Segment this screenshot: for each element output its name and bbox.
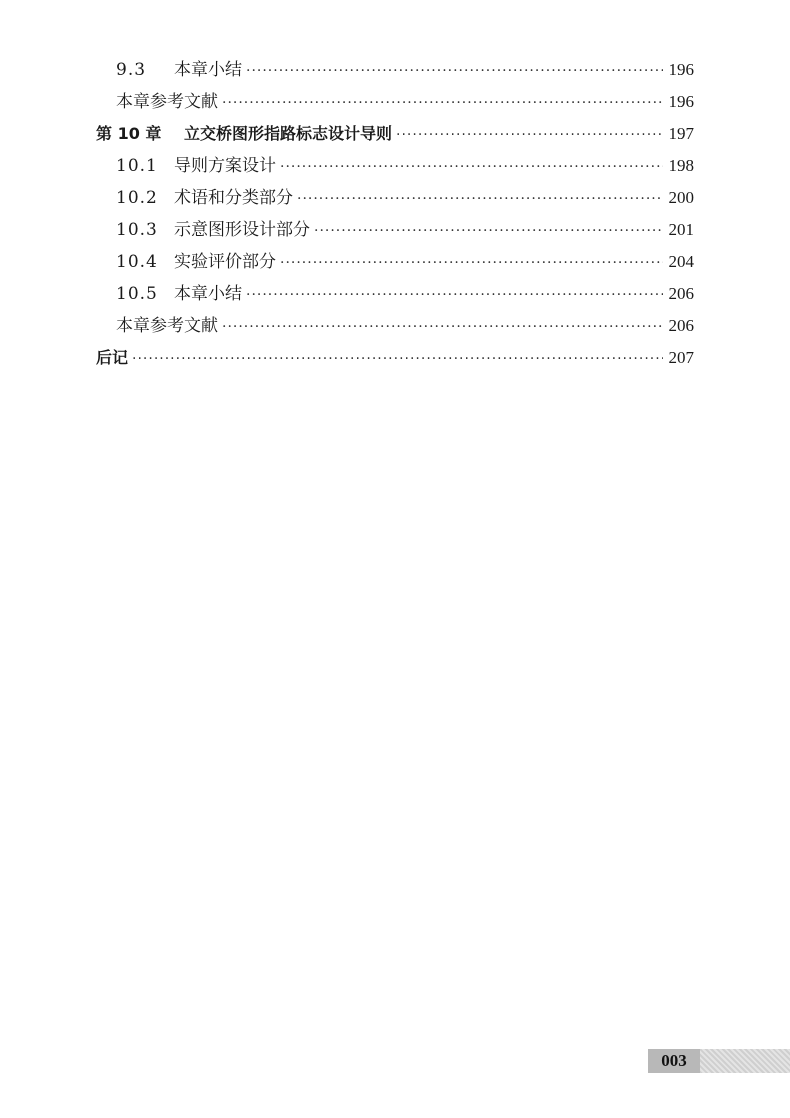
toc-entry-page: 206 bbox=[668, 284, 694, 303]
dot-leader bbox=[280, 151, 663, 183]
dot-leader bbox=[222, 311, 663, 343]
dot-leader bbox=[280, 247, 663, 279]
dot-leader bbox=[132, 343, 662, 375]
toc-entry-page: 196 bbox=[668, 60, 694, 79]
toc-entry-title: 实验评价部分 bbox=[174, 252, 276, 272]
toc-entry-title: 术语和分类部分 bbox=[174, 188, 293, 208]
toc-entry-title: 示意图形设计部分 bbox=[174, 220, 310, 240]
toc-chapter-number: 第 10 章 bbox=[96, 124, 162, 143]
dot-leader bbox=[222, 87, 663, 119]
dot-leader bbox=[314, 215, 663, 247]
page-number: 003 bbox=[648, 1049, 700, 1073]
toc-entry-page: 206 bbox=[668, 316, 694, 335]
dot-leader bbox=[246, 55, 663, 87]
page-number-decoration bbox=[700, 1049, 790, 1073]
toc-entry-title: 本章小结 bbox=[174, 284, 242, 304]
dot-leader bbox=[396, 119, 662, 151]
toc-entry-title: 本章参考文献 bbox=[116, 92, 218, 112]
toc-entry-number: 10.4 bbox=[116, 252, 158, 272]
toc-entry-10-2[interactable] bbox=[96, 182, 694, 214]
toc-entry-page: 207 bbox=[668, 348, 694, 367]
toc-entry-page: 197 bbox=[668, 124, 694, 143]
toc-entry-10-5[interactable] bbox=[96, 278, 694, 310]
toc-entry-afterword[interactable] bbox=[96, 342, 694, 374]
toc-entry-10-3[interactable] bbox=[96, 214, 694, 246]
toc-entry-title: 本章参考文献 bbox=[116, 316, 218, 336]
dot-leader bbox=[297, 183, 663, 215]
toc-entry-references-ch9[interactable] bbox=[96, 86, 694, 118]
toc-entry-page: 196 bbox=[668, 92, 694, 111]
toc-entry-references-ch10[interactable] bbox=[96, 310, 694, 342]
toc-entry-page: 201 bbox=[668, 220, 694, 239]
toc-entry-page: 200 bbox=[668, 188, 694, 207]
toc-entry-9-3[interactable] bbox=[96, 54, 694, 86]
toc-entry-title: 后记 bbox=[96, 348, 129, 367]
toc-entry-number: 10.5 bbox=[116, 284, 158, 304]
toc-entry-page: 198 bbox=[668, 156, 694, 175]
toc-entry-title: 本章小结 bbox=[174, 60, 242, 80]
toc-entry-number: 9.3 bbox=[116, 60, 147, 80]
toc-chapter-title: 立交桥图形指路标志设计导则 bbox=[184, 124, 393, 143]
toc-entry-title: 导则方案设计 bbox=[174, 156, 276, 176]
toc-entry-number: 10.3 bbox=[116, 220, 158, 240]
toc-entry-10-4[interactable] bbox=[96, 246, 694, 278]
toc-entry-10-1[interactable] bbox=[96, 150, 694, 182]
toc-entry-page: 204 bbox=[668, 252, 694, 271]
dot-leader bbox=[246, 279, 663, 311]
table-of-contents bbox=[96, 54, 694, 374]
toc-entry-number: 10.1 bbox=[116, 156, 158, 176]
toc-entry-chapter-10[interactable] bbox=[96, 118, 694, 150]
toc-entry-number: 10.2 bbox=[116, 188, 158, 208]
